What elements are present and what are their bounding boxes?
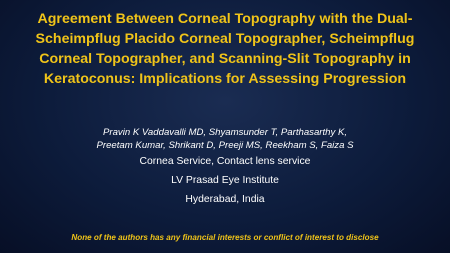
city-text: Hyderabad, India: [185, 194, 265, 205]
author-line: Pravin K Vaddavalli MD, Shyamsunder T, Parthasarthy K,: [102, 127, 348, 138]
author-list: [10, 127, 440, 152]
disclosure-statement: None of the authors has any financial interests or conflict of interest to disclose: [71, 233, 379, 242]
slide-title: [12, 9, 438, 89]
department-text: Cornea Service, Contact lens service: [139, 156, 311, 167]
institute-text: LV Prasad Eye Institute: [171, 175, 279, 186]
author-line: Preetam Kumar, Shrikant D, Preeji MS, Reekham S, Faiza S: [96, 139, 354, 151]
slide-title-line: Scheimpflug Placido Corneal Topographer, Scheimpflug: [35, 31, 415, 47]
slide-title-line: Keratoconus: Implications for Assessing Progression: [43, 71, 407, 87]
slide-title-line: Corneal Topographer, and Scanning-Slit Topography in: [39, 51, 411, 67]
slide-title-line: Agreement Between Corneal Topography with the Dual-: [37, 11, 413, 27]
